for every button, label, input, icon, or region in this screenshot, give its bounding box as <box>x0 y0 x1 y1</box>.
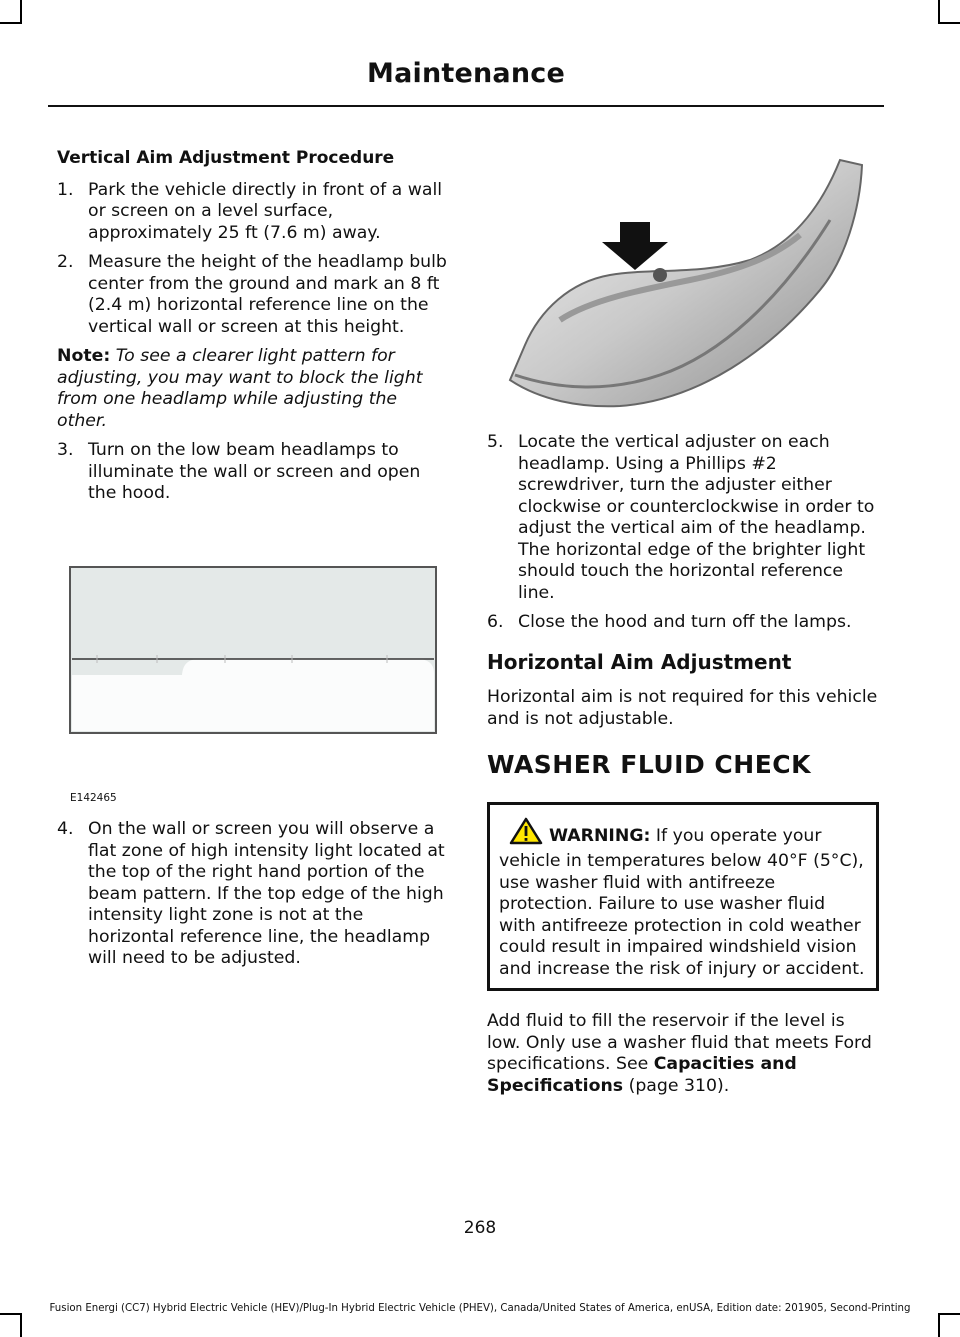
beam-pattern-figure <box>57 555 447 815</box>
page-footer: Fusion Energi (CC7) Hybrid Electric Vehicle (HEV)/Plug-In Hybrid Electric Vehicle (PHEV), Canada/United States of America, enUSA, Edition date: 201905, Second-Printing <box>49 1303 911 1314</box>
step-3 <box>57 440 447 505</box>
step-text: Close the hood and turn off the lamps. <box>518 612 852 632</box>
step-text: Turn on the low beam headlamps to illuminate the wall or screen and open the hood. <box>88 440 421 503</box>
crop-mark <box>938 22 960 24</box>
step-number: 4. <box>57 819 74 839</box>
step-number: 2. <box>57 252 74 272</box>
note-text: To see a clearer light pattern for adjusting, you may want to block the light from one headlamp while adjusting the other. <box>57 346 423 431</box>
left-column-lower <box>57 819 447 978</box>
step-1 <box>57 180 447 245</box>
step-4 <box>57 819 447 970</box>
page-title: Maintenance <box>367 58 565 89</box>
warning-label: WARNING: <box>549 825 651 846</box>
page-number: 268 <box>463 1218 497 1238</box>
beam-pattern-illustration <box>57 555 447 755</box>
right-column <box>487 432 879 1107</box>
step-text: On the wall or screen you will observe a flat zone of high intensity light located at the top of the right hand portion of the beam pattern. If the top edge of the high intensity light zone is not at the horizontal reference line, the headlamp will need to be adjusted. <box>88 819 445 968</box>
step-2 <box>57 252 447 338</box>
crop-mark <box>20 1315 22 1337</box>
step-text: Park the vehicle directly in front of a wall or screen on a level surface, approximately 25 ft (7.6 m) away. <box>88 179 443 243</box>
page-header <box>48 58 884 89</box>
fluid-text-part1: Add fluid to fill the reservoir if the level is low. Only use a washer fluid that meets Ford specifications. See <box>487 1011 872 1074</box>
step-number: 6. <box>487 612 504 632</box>
step-number: 3. <box>57 440 74 460</box>
headlamp-illustration <box>500 150 870 412</box>
capacities-link[interactable]: Capacities and Specifications <box>487 1054 797 1096</box>
warning-triangle-icon <box>509 817 543 852</box>
washer-fluid-text <box>487 1011 879 1097</box>
figure-code: E142465 <box>70 792 117 804</box>
step-number: 5. <box>487 432 504 452</box>
crop-mark <box>0 22 22 24</box>
fluid-text-part2: (page 310). <box>623 1075 730 1096</box>
step-6 <box>487 612 879 634</box>
horizontal-aim-heading: Horizontal Aim Adjustment <box>487 649 792 674</box>
horizontal-aim-text: Horizontal aim is not required for this vehicle and is not adjustable. <box>487 687 878 729</box>
header-rule <box>48 105 884 107</box>
crop-mark <box>938 1315 940 1337</box>
note <box>57 346 447 432</box>
warning-text: If you operate your vehicle in temperatures below 40°F (5°C), use washer fluid with antifreeze protection. Failure to use washer fluid with antifreeze protection in cold weather could result in impaired windshield vision and increase the risk of injury or accident. <box>499 825 865 979</box>
note-label: Note: <box>57 346 111 366</box>
washer-fluid-heading: WASHER FLUID CHECK <box>487 750 812 779</box>
vertical-aim-heading: Vertical Aim Adjustment Procedure <box>57 148 395 168</box>
step-text: Measure the height of the headlamp bulb center from the ground and mark an 8 ft (2.4 m) horizontal reference line on the vertical wall or screen at this height. <box>88 252 447 337</box>
step-text: Locate the vertical adjuster on each headlamp. Using a Phillips #2 screwdriver, turn the adjuster either clockwise or counterclockwise in order to adjust the vertical aim of the headlamp. The horizontal edge of the brighter light should touch the horizontal reference line. <box>518 432 875 603</box>
headlamp-figure <box>500 150 870 412</box>
step-number: 1. <box>57 179 74 200</box>
left-column <box>57 148 447 513</box>
step-5 <box>487 432 879 604</box>
adjuster-arrow-icon <box>602 222 668 270</box>
crop-mark <box>938 0 940 22</box>
crop-mark <box>20 0 22 22</box>
warning-box <box>487 802 879 992</box>
